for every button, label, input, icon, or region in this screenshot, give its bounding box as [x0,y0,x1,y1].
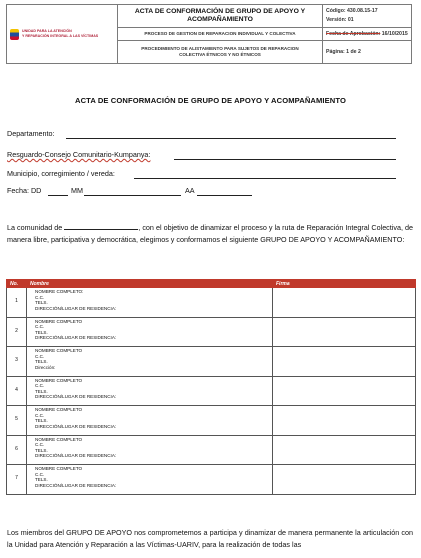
firma-cell[interactable] [273,376,416,406]
departamento-label: Departamento: [7,129,55,138]
firma-cell[interactable] [273,347,416,377]
firma-cell[interactable] [273,288,416,318]
fecha-dd-field[interactable] [48,195,68,196]
member-info-cell[interactable] [27,288,273,318]
member-info-cell[interactable] [27,406,273,436]
logo-text-1: UNIDAD PARA LA ATENCIÓN [22,29,72,34]
firma-cell[interactable] [273,465,416,495]
tels-label: TELS. [35,329,48,335]
intro-paragraph: La comunidad de , con el objetivo de dinamizar el proceso y la ruta de Reparación Integral Colectiva, de manera libre, participativa y democrática, elegimos y conformamos el siguiente GRUPO DE APOYO Y ACOMPAÑAMIENTO: [7,223,413,244]
row-number: 1 [7,288,27,318]
code-label: Código: 430.08.15-17 [326,8,378,15]
nombre-label: NOMBRE COMPLETO [35,407,83,412]
logo-cell [7,5,118,64]
row-number: 5 [7,406,27,436]
header-title: ACTA DE CONFORMACIÓN DE GRUPO DE APOYO Y ACOMPAÑAMIENTO [118,5,323,28]
tels-label: TELS. [35,447,48,453]
firma-cell[interactable] [273,317,416,347]
departamento-field[interactable] [66,138,396,139]
page-title: ACTA DE CONFORMACIÓN DE GRUPO DE APOYO Y ACOMPAÑAMIENTO [74,96,346,105]
logo-text-2: Y REPARACIÓN INTEGRAL A LAS VÍCTIMAS [22,34,99,38]
tels-label: TELS. [35,418,48,424]
table-row [7,347,416,377]
tels-label: TELS. [35,359,48,365]
firma-cell[interactable] [273,406,416,436]
resguardo-label: Resguardo-Consejo Comunitario-Kumpanya: [7,150,151,159]
table-row [7,465,416,495]
nombre-label: NOMBRE COMPLETO [35,318,83,324]
version-label: Versión: 01 [326,17,354,24]
header-codes [323,5,412,28]
table-row [7,317,416,347]
fecha-mm-field[interactable] [84,195,181,196]
header-date: Fecha de Aprobación: 16/10/2015 [323,27,412,41]
row-number: 4 [7,376,27,406]
table-row [7,406,416,436]
col-header-firma: Firma [273,280,416,288]
nombre-label: NOMBRE COMPLETO [35,466,83,471]
direccion-label: DIRECCIÓN/LUGAR DE RESIDENCIA: [35,423,117,429]
direccion-label: DIRECCIÓN/LUGAR DE RESIDENCIA: [35,453,117,459]
header-page: Página: 1 de 2 [323,41,412,64]
member-info-cell[interactable] [27,435,273,465]
direccion-label: DIRECCIÓN/LUGAR DE RESIDENCIA: [35,305,117,311]
member-info-cell[interactable] [27,376,273,406]
firma-cell[interactable] [273,435,416,465]
cc-label: C.C. [35,294,45,300]
commitment-paragraph: Los miembros del GRUPO DE APOYO nos comprometemos a participa y dinamizar de manera permanente la articulación con la Unidad para Atención y Reparación a las Víctimas-UARIV, para la realización de todas las [7,528,413,549]
municipio-field[interactable] [134,178,396,179]
members-table [6,279,416,495]
fecha-mm-label: MM [71,186,83,195]
cc-label: C.C. [35,324,45,330]
tels-label: TELS. [35,477,48,483]
direccion-label: DIRECCIÓN/LUGAR DE RESIDENCIA: [35,394,117,400]
direccion-label: DIRECCIÓN/LUGAR DE RESIDENCIA: [35,482,117,488]
cc-label: C.C. [35,442,45,448]
document-header [6,4,412,64]
member-info-cell[interactable] [27,317,273,347]
fecha-aa-label: AA [185,186,195,195]
header-procedure: PROCEDIMIENTO DE ALISTAMIENTO PARA SUJETOS DE REPARACION COLECTIVA ÉTNICOS Y NO ÉTNICOS [118,41,323,64]
row-number: 6 [7,435,27,465]
fecha-dd-label: Fecha: DD [7,186,42,195]
header-process: PROCESO DE GESTION DE REPARACION INDIVIDUAL Y COLECTIVA [118,27,323,41]
tels-label: TELS. [35,300,48,306]
member-info-cell[interactable] [27,465,273,495]
comunidad-field[interactable] [64,221,138,230]
nombre-label: NOMBRE COMPLETO: [35,289,84,294]
col-header-no: No. [7,280,27,288]
municipio-label: Municipio, corregimiento / vereda: [7,169,115,178]
cc-label: C.C. [35,471,45,477]
member-info-cell[interactable] [27,347,273,377]
direccion-label: DIRECCIÓN/LUGAR DE RESIDENCIA: [35,335,117,341]
logo [10,29,114,40]
cc-label: C.C. [35,353,45,359]
resguardo-field[interactable] [174,159,396,160]
nombre-label: NOMBRE COMPLETO [35,377,83,383]
col-header-nombre: Nombre [27,280,273,288]
row-number: 7 [7,465,27,495]
table-row [7,376,416,406]
table-row [7,288,416,318]
colombia-seal-icon [10,29,19,40]
row-number: 2 [7,317,27,347]
table-header-row [7,280,416,288]
nombre-label: NOMBRE COMPLETO [35,436,83,442]
table-row [7,435,416,465]
cc-label: C.C. [35,412,45,418]
direccion-label: Dirección: [35,364,56,370]
tels-label: TELS. [35,388,48,394]
fecha-aa-field[interactable] [197,195,252,196]
cc-label: C.C. [35,383,45,389]
nombre-label: NOMBRE COMPLETO [35,348,83,353]
row-number: 3 [7,347,27,377]
